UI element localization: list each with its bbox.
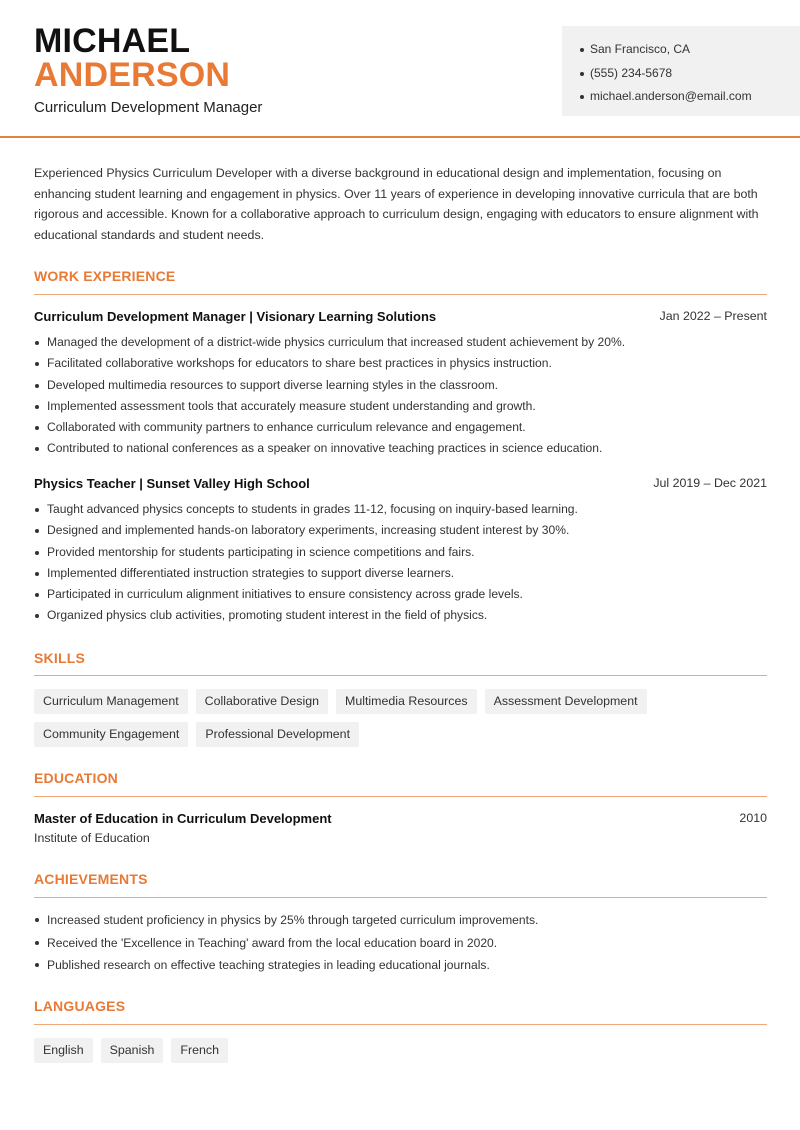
job-title: Physics Teacher | Sunset Valley High School: [34, 476, 310, 491]
education-school: Institute of Education: [34, 831, 150, 845]
language-tag: French: [171, 1038, 228, 1063]
language-tag: Spanish: [101, 1038, 164, 1063]
languages-tags: [34, 1038, 767, 1063]
contact-email: michael.anderson@email.com: [580, 85, 800, 109]
education-year: 2010: [739, 811, 767, 825]
list-item: Increased student proficiency in physics by 25% through targeted curriculum improvements.: [34, 909, 767, 932]
skill-tag: Professional Development: [196, 722, 359, 747]
education-degree: Master of Education in Curriculum Development: [34, 811, 332, 826]
section-title-achievements: ACHIEVEMENTS: [34, 871, 148, 887]
section-title-skills: SKILLS: [34, 650, 85, 666]
section-title-education: EDUCATION: [34, 770, 118, 786]
list-item: Participated in curriculum alignment initiatives to ensure consistency across grade levels.: [34, 584, 767, 605]
job-header: [34, 476, 767, 491]
job-header: [34, 309, 767, 324]
list-item: Facilitated collaborative workshops for educators to share best practices in physics instruction.: [34, 353, 767, 374]
list-item: Implemented assessment tools that accurately measure student understanding and growth.: [34, 396, 767, 417]
list-item: Published research on effective teaching strategies in leading educational journals.: [34, 954, 767, 977]
list-item: Implemented differentiated instruction strategies to support diverse learners.: [34, 563, 767, 584]
section-divider: [34, 1024, 767, 1025]
job-title-headline: Curriculum Development Manager: [34, 99, 263, 116]
list-item: Provided mentorship for students participating in science competitions and fairs.: [34, 542, 767, 563]
summary-paragraph: Experienced Physics Curriculum Developer with a diverse background in educational design and implementation, focusing on enhancing student learning and engagement in physics. Over 11 years of experience in developing innovative curricula that are both rigorous and accessible. Known for a collaborative approach to curriculum design, engaging with educators to ensure alignment with educational standards and student needs.: [34, 166, 759, 243]
skill-tag: Community Engagement: [34, 722, 188, 747]
list-item: Contributed to national conferences as a speaker on innovative teaching practices in science education.: [34, 438, 767, 459]
skill-tag: Assessment Development: [485, 689, 647, 714]
job-bullets: [34, 499, 767, 627]
skill-tag: Curriculum Management: [34, 689, 188, 714]
section-divider: [34, 897, 767, 898]
skills-tags: [34, 689, 767, 747]
achievements-list: [34, 909, 767, 977]
language-tag: English: [34, 1038, 93, 1063]
contact-box: [562, 26, 800, 116]
list-item: Collaborated with community partners to enhance curriculum relevance and engagement.: [34, 417, 767, 438]
list-item: Designed and implemented hands-on laboratory experiments, increasing student interest by 30%.: [34, 520, 767, 541]
job-bullets: [34, 332, 767, 460]
last-name: ANDERSON: [34, 56, 231, 94]
section-title-languages: LANGUAGES: [34, 998, 126, 1014]
contact-location: San Francisco, CA: [580, 38, 800, 62]
section-divider: [34, 294, 767, 295]
list-item: Developed multimedia resources to support diverse learning styles in the classroom.: [34, 375, 767, 396]
first-name: MICHAEL: [34, 22, 191, 60]
contact-list: [580, 38, 800, 109]
section-title-work: WORK EXPERIENCE: [34, 268, 176, 284]
resume-header: [0, 0, 800, 138]
job-dates: Jul 2019 – Dec 2021: [653, 476, 767, 490]
list-item: Taught advanced physics concepts to students in grades 11-12, focusing on inquiry-based learning.: [34, 499, 767, 520]
contact-phone: (555) 234-5678: [580, 62, 800, 86]
list-item: Managed the development of a district-wide physics curriculum that increased student achievement by 20%.: [34, 332, 767, 353]
list-item: Organized physics club activities, promoting student interest in the field of physics.: [34, 605, 767, 626]
section-divider: [34, 796, 767, 797]
job-dates: Jan 2022 – Present: [659, 309, 767, 323]
skill-tag: Multimedia Resources: [336, 689, 477, 714]
section-divider: [34, 675, 767, 676]
skill-tag: Collaborative Design: [196, 689, 328, 714]
job-title: Curriculum Development Manager | Visionary Learning Solutions: [34, 309, 437, 324]
list-item: Received the 'Excellence in Teaching' award from the local education board in 2020.: [34, 932, 767, 955]
